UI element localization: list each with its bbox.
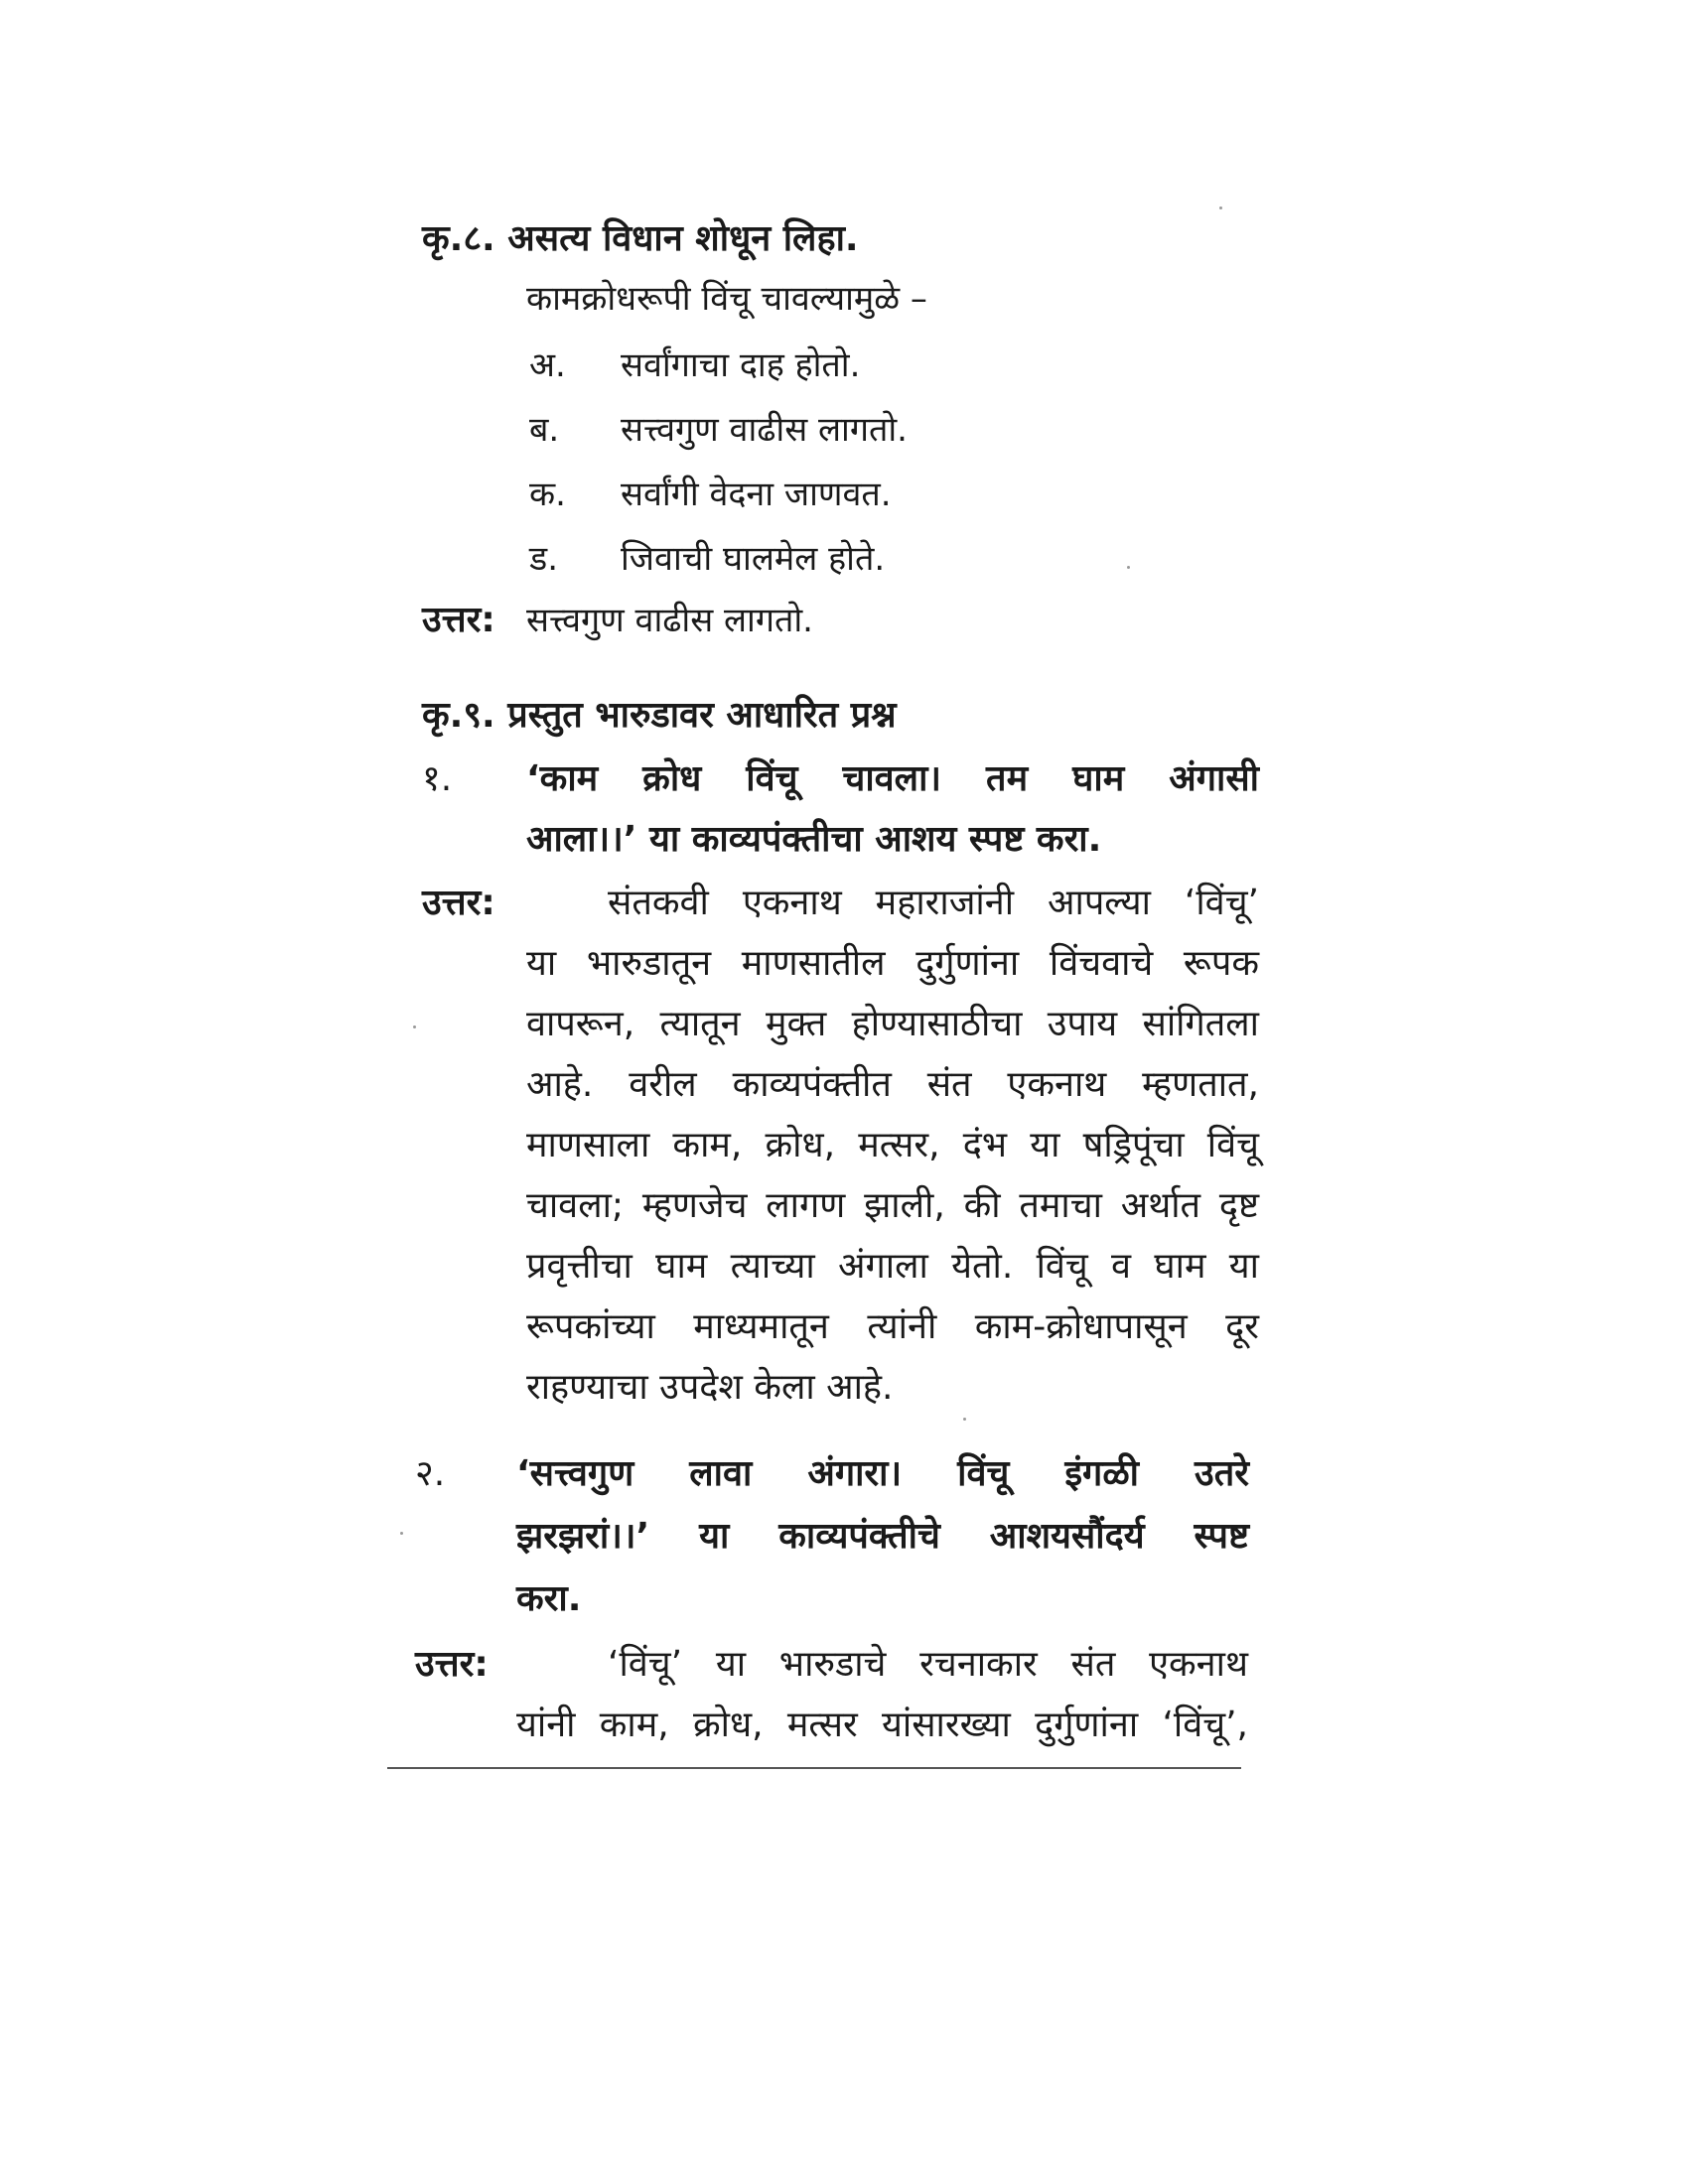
scan-speck bbox=[413, 1025, 416, 1028]
sub-question-number: २. bbox=[415, 1453, 446, 1494]
option-letter: क. bbox=[529, 475, 566, 514]
answer-label: उत्तर: bbox=[422, 883, 495, 923]
option-text: जिवाची घालमेल होते. bbox=[621, 539, 886, 579]
option-text: सत्त्वगुण वाढीस लागतो. bbox=[621, 410, 908, 450]
sub-question-line: आला।।’ या काव्यपंक्तीचा आशय स्पष्ट करा. bbox=[526, 819, 1102, 860]
answer-text: सत्त्वगुण वाढीस लागतो. bbox=[526, 601, 813, 640]
option-letter: अ. bbox=[529, 345, 566, 385]
answer-line: संतकवी एकनाथ महाराजांनी आपल्या ‘विंचू’ bbox=[608, 883, 1259, 923]
answer-line: चावला; म्हणजेच लागण झाली, की तमाचा अर्थात दृष्ट bbox=[526, 1185, 1259, 1226]
bottom-rule bbox=[387, 1767, 1241, 1769]
answer-line: ‘विंचू’ या भारुडाचे रचनाकार संत एकनाथ bbox=[608, 1644, 1248, 1685]
option-text: सर्वांगाचा दाह होतो. bbox=[621, 345, 861, 385]
answer-line: यांनी काम, क्रोध, मत्सर यांसारख्या दुर्गुणांना ‘विंचू’, bbox=[516, 1705, 1248, 1745]
answer-line: रूपकांच्या माध्यमातून त्यांनी काम-क्रोधापासून दूर bbox=[526, 1306, 1259, 1347]
answer-line: माणसाला काम, क्रोध, मत्सर, दंभ या षड्रिपूंचा विंचू bbox=[526, 1125, 1259, 1165]
option-text: सर्वांगी वेदना जाणवत. bbox=[621, 475, 892, 514]
sub-question-line: करा. bbox=[516, 1578, 582, 1619]
answer-label: उत्तर: bbox=[415, 1644, 489, 1685]
answer-label: उत्तर: bbox=[422, 600, 495, 640]
option-letter: ड. bbox=[529, 539, 558, 579]
scan-speck bbox=[1219, 206, 1222, 209]
answer-line: वापरून, त्यातून मुक्त होण्यासाठीचा उपाय सांगितला bbox=[526, 1004, 1259, 1044]
answer-line: आहे. वरील काव्यपंक्तीत संत एकनाथ म्हणतात, bbox=[526, 1064, 1259, 1105]
answer-line: या भारुडातून माणसातील दुर्गुणांना विंचवाचे रूपक bbox=[526, 943, 1259, 984]
sub-question-number: १. bbox=[422, 758, 453, 799]
answer-line: राहण्याचा उपदेश केला आहे. bbox=[526, 1367, 894, 1408]
sub-question-line: ‘सत्त्वगुण लावा अंगारा। विंचू इंगळी उतरे bbox=[516, 1453, 1249, 1494]
scan-speck bbox=[1127, 566, 1130, 569]
answer-line: प्रवृत्तीचा घाम त्याच्या अंगाला येतो. विंचू व घाम या bbox=[526, 1246, 1259, 1287]
scan-speck bbox=[400, 1532, 403, 1535]
question-9-heading: कृ.९. प्रस्तुत भारुडावर आधारित प्रश्न bbox=[422, 695, 897, 736]
sub-question-line: ‘काम क्रोध विंचू चावला। तम घाम अंगासी bbox=[526, 758, 1259, 799]
question-8-heading: कृ.८. असत्य विधान शोधून लिहा. bbox=[422, 218, 859, 259]
scan-speck bbox=[963, 1418, 966, 1421]
sub-question-line: झरझरां।।’ या काव्यपंक्तीचे आशयसौंदर्य स्पष्ट bbox=[516, 1516, 1249, 1557]
option-letter: ब. bbox=[529, 410, 560, 450]
question-8-stem: कामक्रोधरूपी विंचू चावल्यामुळे – bbox=[526, 279, 927, 319]
